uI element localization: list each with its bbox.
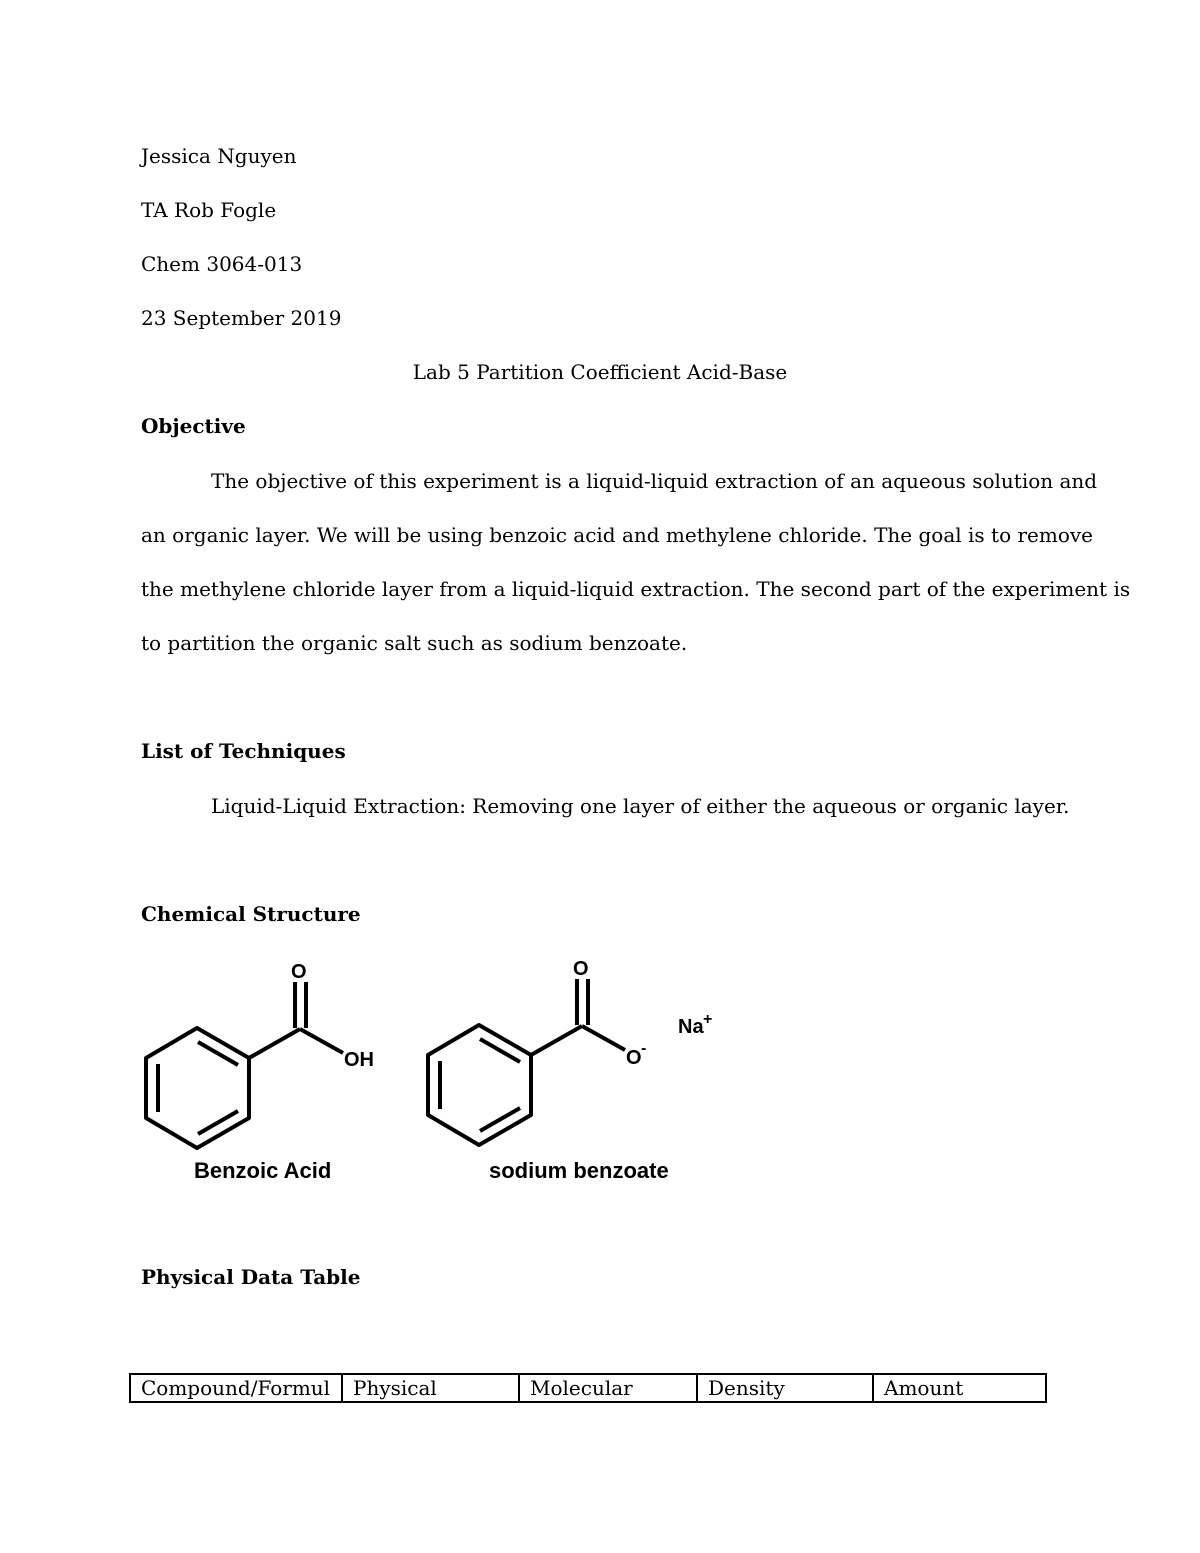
anion-charge: - [641,1040,647,1057]
sodium-benzoate-ring [428,1025,531,1145]
objective-line-1: The objective of this experiment is a liquid-liquid extraction of an aqueous solution and [211,469,1098,493]
author-name: Jessica Nguyen [141,144,297,168]
benzoic-acid-c-c-bond [249,1029,300,1058]
techniques-heading: List of Techniques [141,739,346,763]
sodium-benzoate-caption: sodium benzoate [489,1158,669,1183]
physical-data-table [129,1373,1047,1403]
column-header-compound: Compound/Formul [130,1374,342,1402]
objective-line-4: to partition the organic salt such as sodium benzoate. [141,631,688,655]
structure-heading: Chemical Structure [141,902,361,926]
benzoic-acid-carbonyl-o: O [291,961,307,983]
table-header-row [130,1374,1046,1402]
benzoic-acid-ring [146,1028,249,1148]
techniques-item: Liquid-Liquid Extraction: Removing one layer of either the aqueous or organic layer. [211,794,1070,818]
benzoic-acid-caption: Benzoic Acid [194,1158,332,1183]
sodium-benzoate-anion-o: O [626,1047,642,1069]
physical-data-heading: Physical Data Table [141,1265,361,1289]
column-header-physical: Physical [342,1374,519,1402]
column-header-amount: Amount [873,1374,1046,1402]
sodium-benzoate-carbonyl-o: O [573,958,589,980]
chemical-structures-figure [130,950,750,1190]
course-code: Chem 3064-013 [141,252,303,276]
objective-line-2: an organic layer. We will be using benzoic acid and methylene chloride. The goal is to remove [141,523,1094,547]
column-header-molecular: Molecular [519,1374,697,1402]
objective-heading: Objective [141,414,246,438]
report-date: 23 September 2019 [141,306,342,330]
objective-line-3: the methylene chloride layer from a liquid-liquid extraction. The second part of the experiment is [141,577,1131,601]
sodium-counterion: Na [678,1016,704,1038]
column-header-density: Density [697,1374,873,1402]
sodium-counterion-charge: + [703,1011,713,1028]
benzoic-acid-hydroxyl: OH [344,1049,374,1071]
sodium-benzoate-structure [428,979,625,1145]
benzoic-acid-structure [146,982,343,1148]
document-title: Lab 5 Partition Coefficient Acid-Base [412,360,788,384]
ta-name: TA Rob Fogle [141,198,277,222]
